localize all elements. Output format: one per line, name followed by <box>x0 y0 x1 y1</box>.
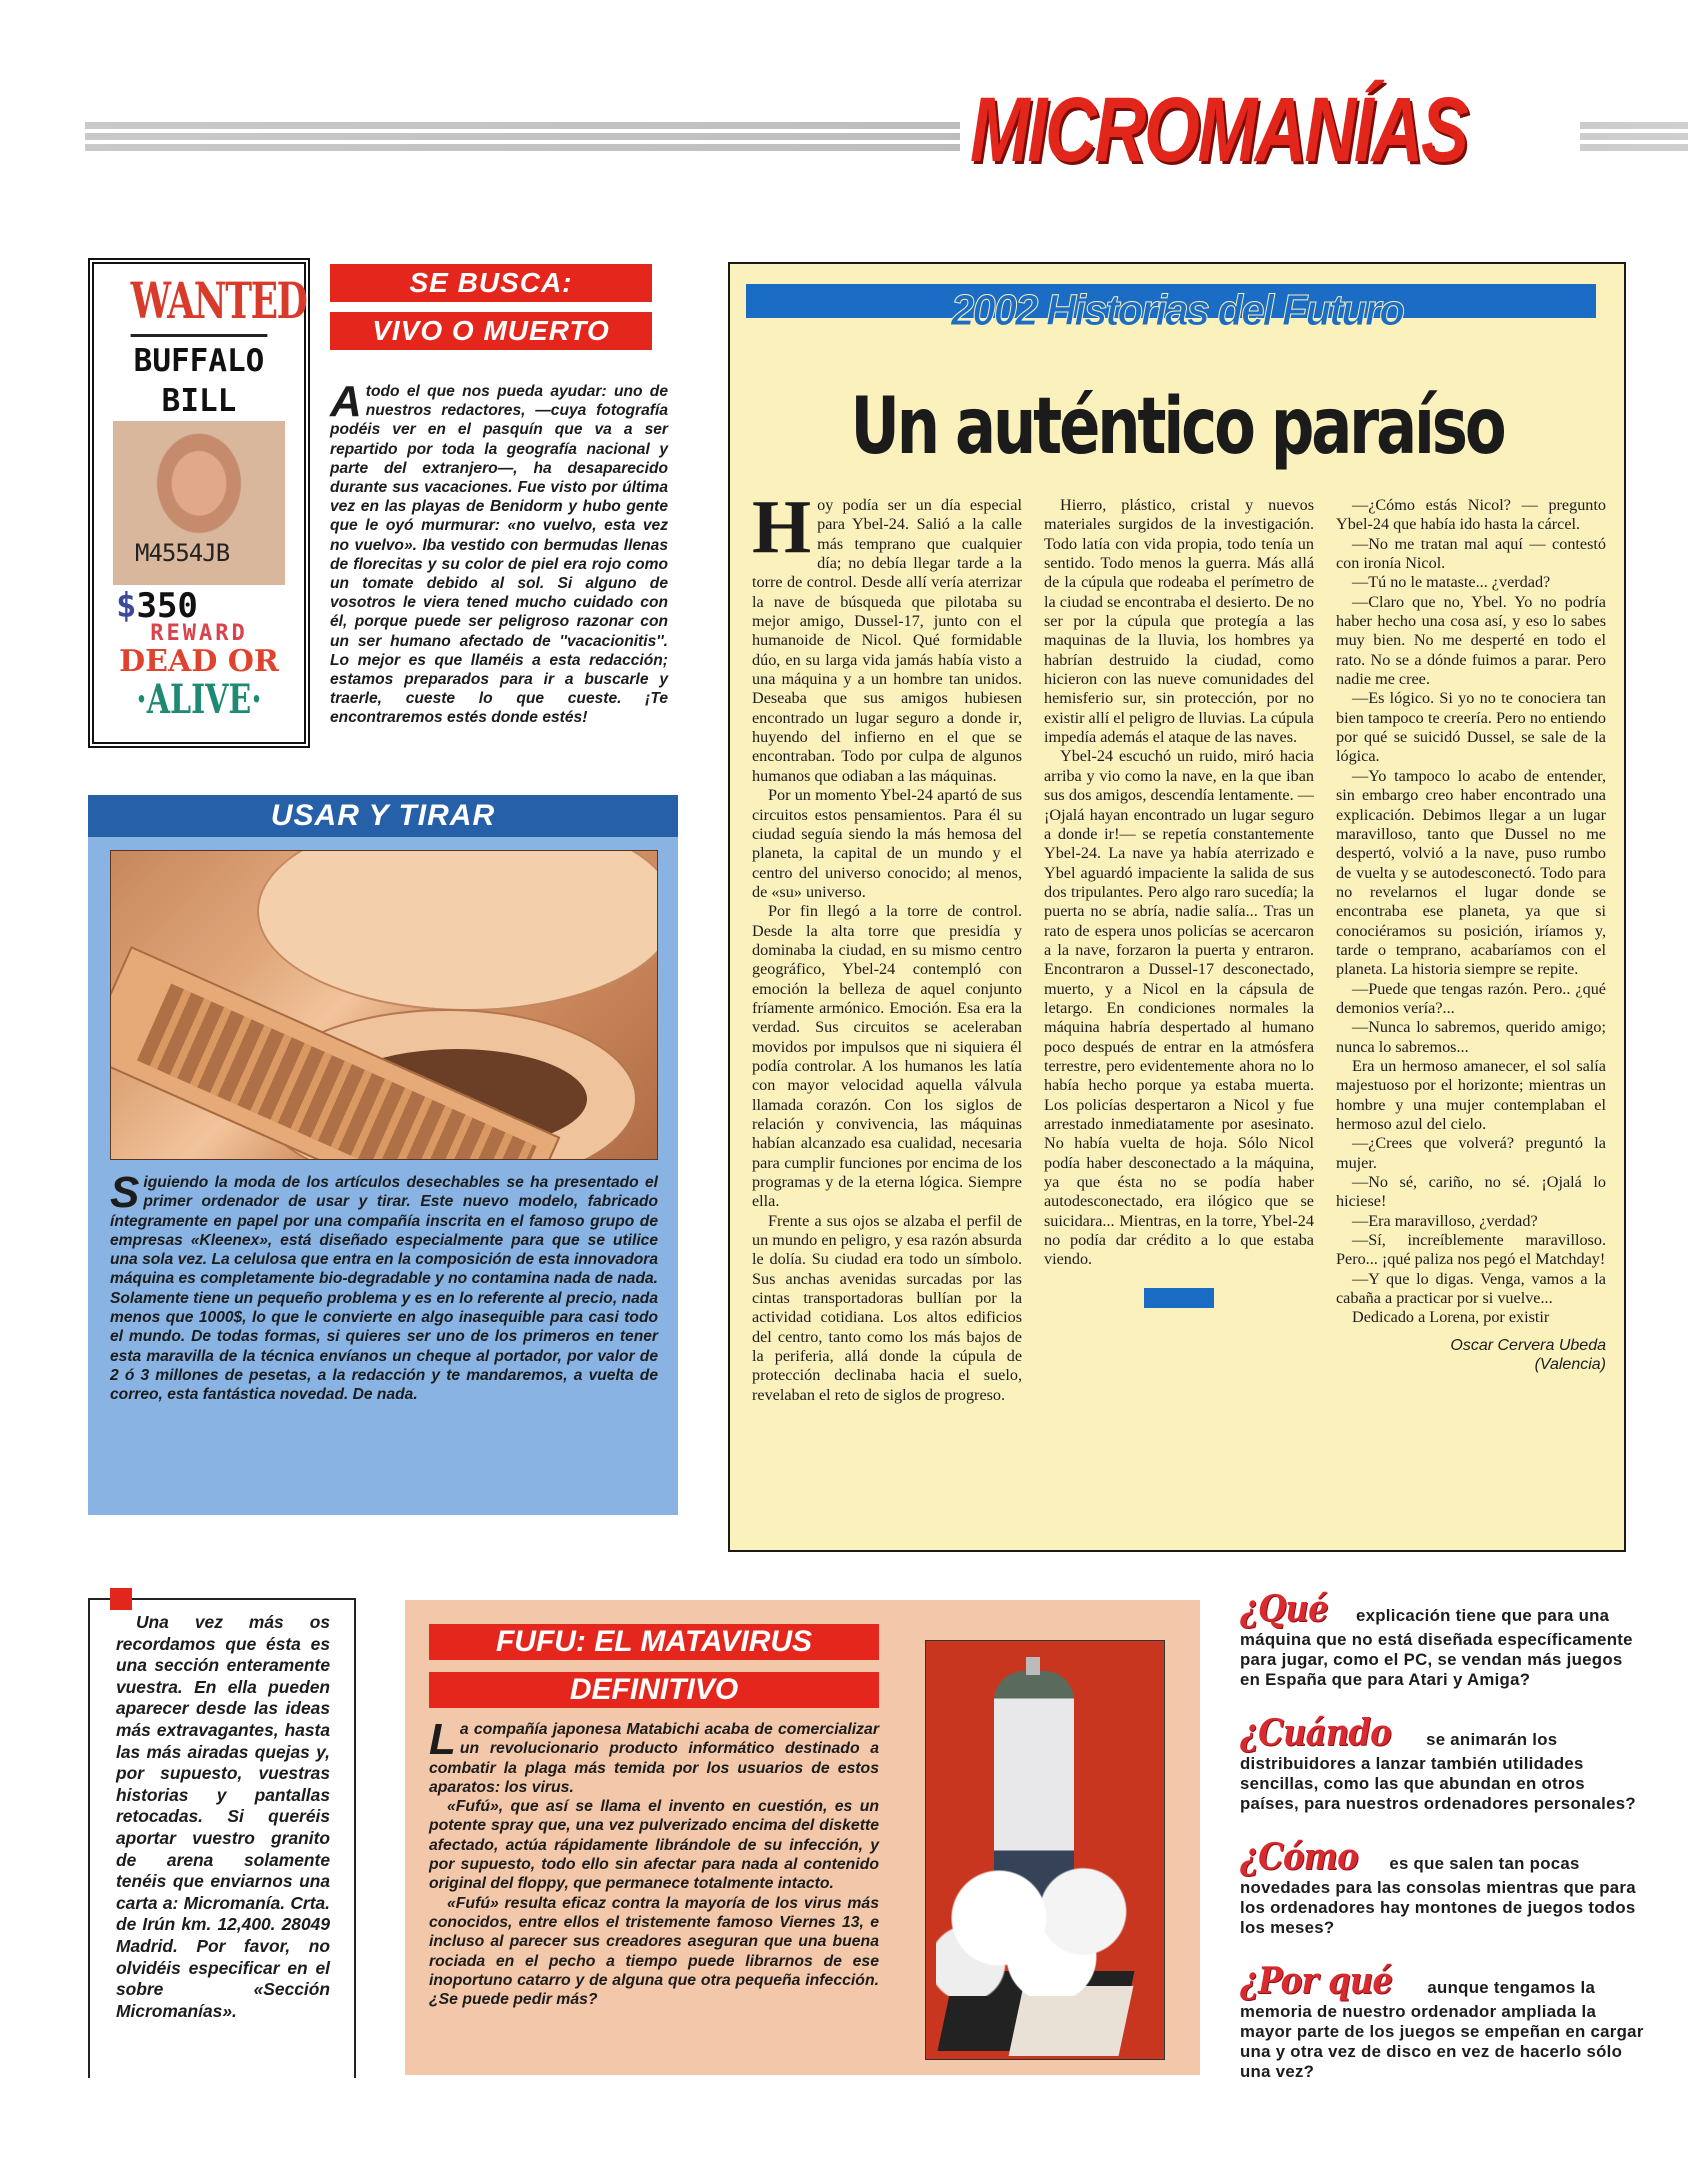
fufu-box <box>405 1600 1200 2075</box>
question-item <box>1240 1960 1644 2082</box>
se-busca-heading: SE BUSCA: <box>330 264 652 302</box>
question-item <box>1240 1836 1644 1938</box>
paragraph-text: a compañía japonesa Matabichi acaba de comercializar un revolucionario producto informático destinado a combatir la plaga más temida por los usuarios de estos aparatos: los virus. <box>429 1721 879 1796</box>
story-paragraph: —Claro que no, Ybel. Yo no podría haber hecho una cosa así, y eso lo sabes muy bien. No me desperté en todo el rato. No se a dónde fuimos a parar. Pero nadie me cree. <box>1336 592 1606 689</box>
question-item <box>1240 1588 1644 1690</box>
story-paragraph: —No me tratan mal aquí — contestó con ironía Nicol. <box>1336 534 1606 573</box>
story-paragraph: —No sé, cariño, no sé. ¡Ojalá lo hiciese! <box>1336 1173 1606 1211</box>
story-paragraph: —¿Crees que volverá? preguntó la mujer. <box>1336 1134 1606 1172</box>
usar-y-tirar-body: iguiendo la moda de los artículos desechables se ha presentado el primer ordenador de usar y tirar. Este nuevo modelo, fabricado íntegramente en papel por una compañía inscrita en el famoso grupo de empresas «Kleenex», está diseñado especialmente para que se utilice una sola vez. La celulosa que entra en la composición de esta innovadora máquina es completamente bio-degradable y no contamina nada de nada. Solamente tiene un pequeño problema y es en lo referente al precio, nada menos que 1000$, lo que le convierte en algo inasequible para casi todo el mundo. De todas formas, si quieres ser uno de los primeros en tener esta maravilla de la técnica envíanos un cheque al portador, por valor de 2 ó 3 millones de pesetas, a la redacción y te mandaremos, a vuelta de correo, esta fantástica novedad. De nada. <box>110 1174 658 1404</box>
reward-label: REWARD <box>150 621 248 646</box>
author-name: Oscar Cervera Ubeda <box>1450 1336 1606 1354</box>
story-paragraph: —Era maravilloso, ¿verdad? <box>1352 1211 1538 1230</box>
story-paragraph: —Yo tampoco lo acabo de entender, sin embargo creo haber encontrado una explicación. Debimos llegar a un lugar maravilloso, tanto que Dussel no me despertó, volvió a la nave, puso rumbo de vuelta y se autodesconectó. Todo para no revelarnos el lugar donde se encontraba ese planeta, ya que si conociéramos su posición, iríamos y, tarde o temprano, acabaríamos con el planeta. La historia siempre se repite. <box>1336 766 1606 979</box>
fufu-paragraph: «Fufú» resulta eficaz contra la mayoría de los virus más conocidos, entre ellos el tristemente famoso Viernes 13, e incluso al parecer sus creadores aseguran que una buena rociada en el pecho a tiempo puede librarnos de ese inoportuno catarro y de alguna que otra pequeña infección. ¿Se puede pedir más? <box>429 1894 879 2009</box>
story-paragraph: —Tú no le mataste... ¿verdad? <box>1352 573 1551 592</box>
drop-cap: A <box>330 377 362 426</box>
usar-y-tirar-article <box>110 1168 658 1405</box>
story-paragraph: —Sí, increíblemente maravilloso. Pero... ¡qué paliza nos pegó el Matchday! <box>1336 1231 1606 1269</box>
story-end-mark <box>1144 1288 1214 1308</box>
usar-y-tirar-box <box>88 795 678 1515</box>
fufu-paragraph: «Fufú», que así se llama el invento en cuestión, es un potente spray que, una vez pulverizado encima del diskette afectado, actúa rápidamente librándole de su infección, y por supuesto, todo ello sin afectar para nada al contenido original del floppy, que permanece totalmente intacto. <box>429 1798 879 1893</box>
fufu-paragraph <box>429 1715 879 1797</box>
section-note-box <box>88 1598 356 2078</box>
wanted-name-first: BUFFALO <box>133 343 265 379</box>
story-paragraph: —¿Cómo estás Nicol? — pregunto Ybel-24 que había ido hasta la cárcel. <box>1336 496 1606 534</box>
story-paragraph: Ybel-24 escuchó un ruido, miró hacia arriba y vio como la nave, en la que iban sus dos amigos, descendía lentamente. —¡Ojalá hayan encontrado un lugar seguro a donde ir!— se repetía constantemente Ybel-24. La nave ya había aterrizado e Ybel aguardó impaciente la salida de sus dos tripulantes. Pero algo raro sucedía; la puerta no se abría, nadie salía... Tras un rato de espera unos policías se acercaron a la nave, forzaron la puerta y entraron. Encontraron a Dussel-17 desconectado, muerto, y a Nicol en la cápsula de letargo. En condiciones normales la máquina habría despertado al humano poco después de entrar en la atmósfera terrestre, pero evidentemente ahora no lo había hecho porque ya estaba muerta. Los policías despertaron a Nicol y fue arrestado inmediatamente por asesinato. No había vuelta de hoja. Sólo Nicol podía haber desconectado a la máquina, ya que ésta no se podía haber autodesconectado, era ilógico que se suicidara... Mientras, en la torre, Ybel-24 no podía dar crédito a lo que estaba viendo. <box>1044 747 1314 1269</box>
story-paragraph: —Nunca lo sabremos, querido amigo; nunca lo sabremos... <box>1336 1018 1606 1056</box>
masthead-title: MICROMANÍAS <box>970 79 1467 181</box>
author-city: (Valencia) <box>1534 1355 1606 1373</box>
spray-nozzle <box>1026 1657 1040 1675</box>
story-paragraph: —Es lógico. Si yo no te conociera tan bien tampoco te creería. Pero no entiendo por qué se suicidó Dussel, se sale de la lógica. <box>1336 689 1606 766</box>
toilet-seat-shape <box>257 850 658 1011</box>
story-box <box>728 262 1626 1552</box>
se-busca-body: todo el que nos pueda ayudar: uno de nuestros redactores, —cuya fotografía podéis ver en el pasquín que va a ser repartido por toda la geografía nacional y parte del extranjero—, ha desaparecido durante sus vacaciones. Fue visto por última vez en las playas de Benidorm y hubo gente que le oyó murmurar: «no vuelvo, esta vez no vuelvo». Iba vestido con bermudas llenas de florecitas y su color de piel era rojo como un tomate debido al sol. Si alguno de vosotros le viera tened mucho cuidado con él, porque puede ser peligroso razonar con un ser humano afectado de ''vacacionitis''. Lo mejor es que llaméis a esta redacción; estamos preparados para ir a buscarle y traerle, cueste lo que cueste. ¡Te encontraremos estés donde estés! <box>330 383 668 727</box>
fufu-article <box>429 1715 879 2009</box>
story-dedication: Dedicado a Lorena, por existir <box>1352 1308 1550 1327</box>
question-word: ¿Cómo <box>1240 1836 1358 1878</box>
dollar-sign: $ <box>116 586 137 626</box>
paragraph-text: oy podía ser un día especial para Ybel-24. Salió a la calle más temprano que cualquier día; no debía llegar tarde a la torre de control. Desde allí vería aterrizar la nave de búsqueda que pilotaba su mejor amigo, Dussel-17, junto con el humanoide de Nicol. Qué formidable dúo, en su larga vida jamás había visto a una máquina y a un hombre tan unidos. Deseaba que sus amigos hubiesen encontrado un lugar seguro a donde ir, huyendo del infierno en el que se encontraban. Todo por culpa de algunos humanos que odiaban a las máquinas. <box>752 496 1022 785</box>
spray-can-photo <box>925 1640 1165 2060</box>
story-paragraph: —Y que lo digas. Venga, vamos a la cabaña a practicar por si vuelve... <box>1336 1269 1606 1308</box>
drop-cap: S <box>110 1168 140 1217</box>
fufu-heading: FUFU: EL MATAVIRUS <box>429 1624 879 1660</box>
question-text: es que salen tan pocas novedades para las consolas mientras que para los ordenadores hay montones de juegos todos los meses? <box>1240 1854 1636 1937</box>
question-word: ¿Qué <box>1240 1588 1328 1630</box>
foam-shape <box>936 1866 1146 1996</box>
story-paragraph <box>752 485 1022 786</box>
story-column-1 <box>752 485 1022 1405</box>
question-word: ¿Por qué <box>1240 1960 1393 2002</box>
story-column-2 <box>1044 496 1314 1405</box>
story-kicker: 2002 Historias del Futuro <box>951 286 1403 335</box>
definitivo-heading: DEFINITIVO <box>429 1672 879 1708</box>
story-paragraph: Por fin llegó a la torre de control. Desde la alta torre que presidía y dominaba la ciudad, en su mismo centro geográfico, Ybel-24 contempló con emoción la belleza de aquel conjunto fríamente armónico. Emoción. Esa era la verdad. Sus circuitos se aceleraban movidos por impulsos que ni siquiera él podía controlar. A los humanos les latía con mayor velocidad aquella válvula llamada corazón. Con los siglos de relación y convivencia, las máquinas habían alcanzado esa cualidad, necesaria para cumplir funciones por encima de los programas y de la eterna lógica. Siempre ella. <box>752 902 1022 1211</box>
masthead-logo <box>960 80 1580 180</box>
story-paragraph: —Puede que tengas razón. Pero.. ¿qué demonios vería?... <box>1336 979 1606 1017</box>
story-title: Un auténtico paraíso <box>850 382 1504 472</box>
question-text: explicación tiene que para una máquina que no está diseñada específicamente para jugar, como el PC, se vendan más juegos en España que para Atari y Amiga? <box>1240 1606 1633 1689</box>
section-note-text: Una vez más os recordamos que ésta es una sección enteramente vuestra. En ella pueden aparecer desde las ideas más extravagantes, hasta las más airadas quejas y, por supuesto, vuestras historias y pantallas retocadas. Si queréis aportar vuestro granito de arena solamente tenéis que enviarnos una carta a: Micromanía. Crta. de Irún km. 12,400. 28049 Madrid. Por favor, no olvidéis especificar en el sobre «Sección Micromanías». <box>116 1612 330 2021</box>
floppy-label-shape <box>1009 1986 1134 2056</box>
reward-value: 350 <box>136 586 198 626</box>
questions-column <box>1240 1588 1644 2104</box>
story-columns <box>752 485 1608 1405</box>
question-word: ¿Cuándo <box>1240 1712 1391 1754</box>
wanted-poster <box>88 258 310 748</box>
usar-y-tirar-heading: USAR Y TIRAR <box>88 795 678 837</box>
se-busca-article <box>330 377 668 728</box>
drop-cap: H <box>752 485 812 569</box>
story-author <box>1336 1336 1606 1374</box>
keyboard-in-toilet-photo <box>110 850 658 1160</box>
mugshot-plate: M4554JB <box>135 539 230 567</box>
reward-amount <box>104 586 294 626</box>
question-text: se animarán los distribuidores a lanzar también utilidades sencillas, como las que abundan en otros países, para nuestros ordenadores personales? <box>1240 1730 1636 1813</box>
story-paragraph: Era un hermoso amanecer, el sol salía majestuoso por el horizonte; mientras un hombre y una mujer contemplaban el hermoso azul del cielo. <box>1336 1056 1606 1133</box>
alive-label: ·ALIVE· <box>136 676 262 723</box>
red-square-icon <box>110 1588 132 1610</box>
vivo-o-muerto-heading: VIVO O MUERTO <box>330 312 652 350</box>
story-paragraph: Por un momento Ybel-24 apartó de sus circuitos estos pensamientos. Para él su ciudad seguía siendo la más hemosa del planeta, la capital de un mundo y el centro del universo conocido; al menos, de «su» universo. <box>752 786 1022 901</box>
story-paragraph: Hierro, plástico, cristal y nuevos materiales surgidos de la investigación. Todo latía con vida propia, todo tenía un sentido. Todo menos la guerra. Más allá de la cúpula que rodeaba el perímetro de la ciudad se encontraba el desierto. De no ser por la cúpula que protegía a las maquinas de la lluvia, los hombres ya habrían destruido la ciudad, como hicieron con las nueve comunidades del hemisferio sur, sin protección, por no existir allí el peligro de lluvias. La cúpula impedía además el ataque de las naves. <box>1044 496 1314 747</box>
mugshot-photo <box>113 421 285 585</box>
wanted-title: WANTED <box>131 272 268 337</box>
wanted-name-last: BILL <box>161 383 237 419</box>
question-text: aunque tengamos la memoria de nuestro ordenador ampliada la mayor parte de los juegos se empeñan en cargar una y otra vez de disco en vez de hacerlo sólo una vez? <box>1240 1978 1644 2081</box>
question-item <box>1240 1712 1644 1814</box>
story-column-3 <box>1336 496 1606 1405</box>
dead-or-label: DEAD OR <box>119 644 279 679</box>
drop-cap: L <box>429 1715 456 1764</box>
story-paragraph: Frente a sus ojos se alzaba el perfil de un mundo en peligro, y esa razón absurda le dolía. Su ciudad era todo un símbolo. Sus anchas avenidas surcadas por las cintas transportadoras bullían por la actividad cotidiana. Los altos edificios del centro, tanto como los más bajos de la periferia, allá donde la cúpula de protección declinaba hacia el suelo, revelaban el reto de siglos de progreso. <box>752 1211 1022 1404</box>
